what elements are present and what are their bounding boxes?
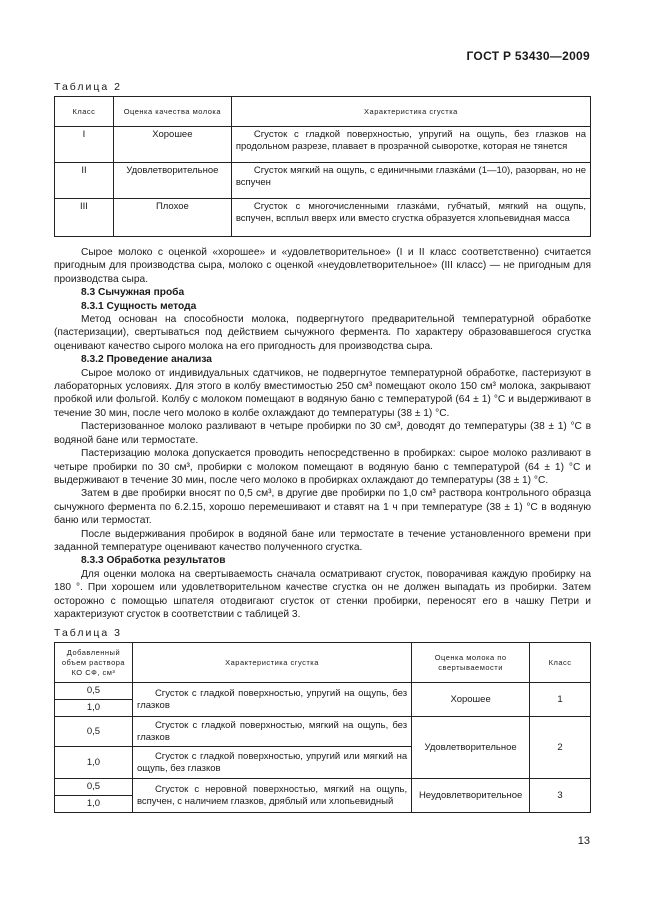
table2-header-grade: Оценка качества молока bbox=[113, 97, 231, 127]
desc-cell: Сгусток с гладкой поверхностью, упругий на ощупь, без глазков bbox=[132, 683, 411, 717]
desc-cell: Сгусток с гладкой поверхностью, упругий или мягкий на ощупь, без глазков bbox=[132, 747, 411, 779]
volume-cell: 0,5 bbox=[55, 683, 133, 700]
table2-header-row bbox=[55, 97, 591, 127]
table-row bbox=[55, 683, 591, 700]
class-cell: 3 bbox=[530, 779, 591, 813]
table2-header-class: Класс bbox=[55, 97, 114, 127]
volume-cell: 0,5 bbox=[55, 779, 133, 796]
volume-cell: 0,5 bbox=[55, 717, 133, 747]
desc-cell: Сгусток мягкий на ощупь, с единичными глазка́ми (1—10), разорван, но не вспучен bbox=[231, 163, 590, 199]
class-cell: I bbox=[55, 127, 114, 163]
desc-cell: Сгусток с гладкой поверхностью, упругий на ощупь, без глазков на продольном разрезе, плавает в прозрачной сыворотке, которая не тянется bbox=[231, 127, 590, 163]
table2-header-desc: Характеристика сгустка bbox=[231, 97, 590, 127]
class-cell: III bbox=[55, 199, 114, 237]
table-2 bbox=[54, 96, 591, 237]
grade-cell: Хорошее bbox=[113, 127, 231, 163]
paragraph: После выдерживания пробирок в водяной бане или термостате в течение установленного времени при заданной температуре оценивают качество полученного сгустка. bbox=[54, 528, 591, 553]
volume-cell: 1,0 bbox=[55, 796, 133, 813]
table-row bbox=[55, 163, 591, 199]
table3-caption: Таблица 3 bbox=[54, 627, 122, 639]
table-row bbox=[55, 717, 591, 747]
paragraph: Сырое молоко с оценкой «хорошее» и «удовлетворительное» (I и II класс соответственно) считается пригодным для производства сыра, молоко с оценкой «неудовлетворительное» (III класс) — не пригодным для производства сыра. bbox=[54, 247, 591, 285]
standard-header: ГОСТ Р 53430—2009 bbox=[466, 49, 590, 63]
table3-header-row bbox=[55, 643, 591, 683]
table3-header-class: Класс bbox=[530, 643, 591, 683]
class-cell: 1 bbox=[530, 683, 591, 717]
table-row bbox=[55, 779, 591, 796]
paragraph: Для оценки молока на свертываемость сначала осматривают сгусток, поворачивая каждую пробирку на 180 °. При хорошем или удовлетворительном качестве сгустка он не должен выпадать из пробирки. Затем осторожно с помощью шпателя отодвигают сгусток от стенки пробирки, переносят его в чашку Петри и характеризуют сгусток в соответствии с таблицей 3. bbox=[54, 568, 591, 620]
section-heading: 8.3 Сычужная проба bbox=[81, 287, 185, 299]
table2-caption: Таблица 2 bbox=[54, 81, 122, 93]
paragraph: Пастеризованное молоко разливают в четыре пробирки по 30 см³, доводят до температуры (38 ± 1) °С в водяной бане или термостате. bbox=[54, 421, 591, 446]
subsection-heading: 8.3.3 Обработка результатов bbox=[81, 555, 226, 567]
page-number: 13 bbox=[577, 835, 590, 847]
desc-cell: Сгусток с многочисленными глазка́ми, губчатый, мягкий на ощупь, вспучен, всплыл вверх или вместо сгустка образуется хлопьевидная масса bbox=[231, 199, 590, 237]
volume-cell: 1,0 bbox=[55, 700, 133, 717]
grade-cell: Неудовлетворительное bbox=[412, 779, 530, 813]
paragraph: Сырое молоко от индивидуальных сдатчиков, не подвергнутое температурной обработке, пастеризуют в лабораторных условиях. Для этого в колбу вместимостью 250 см³ помещают около 150 см³ молока, закрывают пробкой или фольгой. Колбу с молоком помещают в водяную баню с температурой (64 ± 1) °С и выдерживают в течение 30 мин, после чего молоко в колбе охлаждают до температуры (38 ± 1) °С. bbox=[54, 367, 591, 419]
table3-header-volume: Добавленный объем раствора КО СФ, см³ bbox=[55, 643, 133, 683]
table3-header-grade: Оценка молока по свертываемости bbox=[412, 643, 530, 683]
table-row bbox=[55, 127, 591, 163]
table3-header-desc: Характеристика сгустка bbox=[132, 643, 411, 683]
class-cell: II bbox=[55, 163, 114, 199]
paragraph: Затем в две пробирки вносят по 0,5 см³, в другие две пробирки по 1,0 см³ раствора контрольного образца сычужного фермента по 6.2.15, хорошо перемешивают и ставят на 1 ч при температуре (38 ± 1) °С в водяную баню или термостат. bbox=[54, 488, 591, 527]
volume-cell: 1,0 bbox=[55, 747, 133, 779]
desc-cell: Сгусток с гладкой поверхностью, мягкий на ощупь, без глазков bbox=[132, 717, 411, 747]
subsection-heading: 8.3.1 Сущность метода bbox=[81, 300, 197, 312]
grade-cell: Хорошее bbox=[412, 683, 530, 717]
body-text bbox=[54, 246, 591, 621]
desc-cell: Сгусток с неровной поверхностью, мягкий на ощупь, вспучен, с наличием глазков, дряблый или хлопьевидный bbox=[132, 779, 411, 813]
subsection-heading: 8.3.2 Проведение анализа bbox=[81, 354, 212, 366]
paragraph: Метод основан на способности молока, подвергнутого предварительной температурной обработке (пастеризации), свертываться под действием сычужного фермента. По характеру образовавшегося сгустка оценивают качество сырого молока на его пригодность для производства сыра. bbox=[54, 314, 591, 352]
grade-cell: Плохое bbox=[113, 199, 231, 237]
grade-cell: Удовлетворительное bbox=[113, 163, 231, 199]
paragraph: Пастеризацию молока допускается проводить непосредственно в пробирках: сырое молоко разливают в четыре пробирки по 30 см³, пробирки с молоком помещают в водяную баню с температурой (64 ± 1) °С и выдерживают в течение 30 мин, после чего молоко в пробирках охлаждают до температуры (38 ± 1) °С. bbox=[54, 448, 591, 486]
table-3 bbox=[54, 642, 591, 813]
grade-cell: Удовлетворительное bbox=[412, 717, 530, 779]
class-cell: 2 bbox=[530, 717, 591, 779]
table-row bbox=[55, 199, 591, 237]
